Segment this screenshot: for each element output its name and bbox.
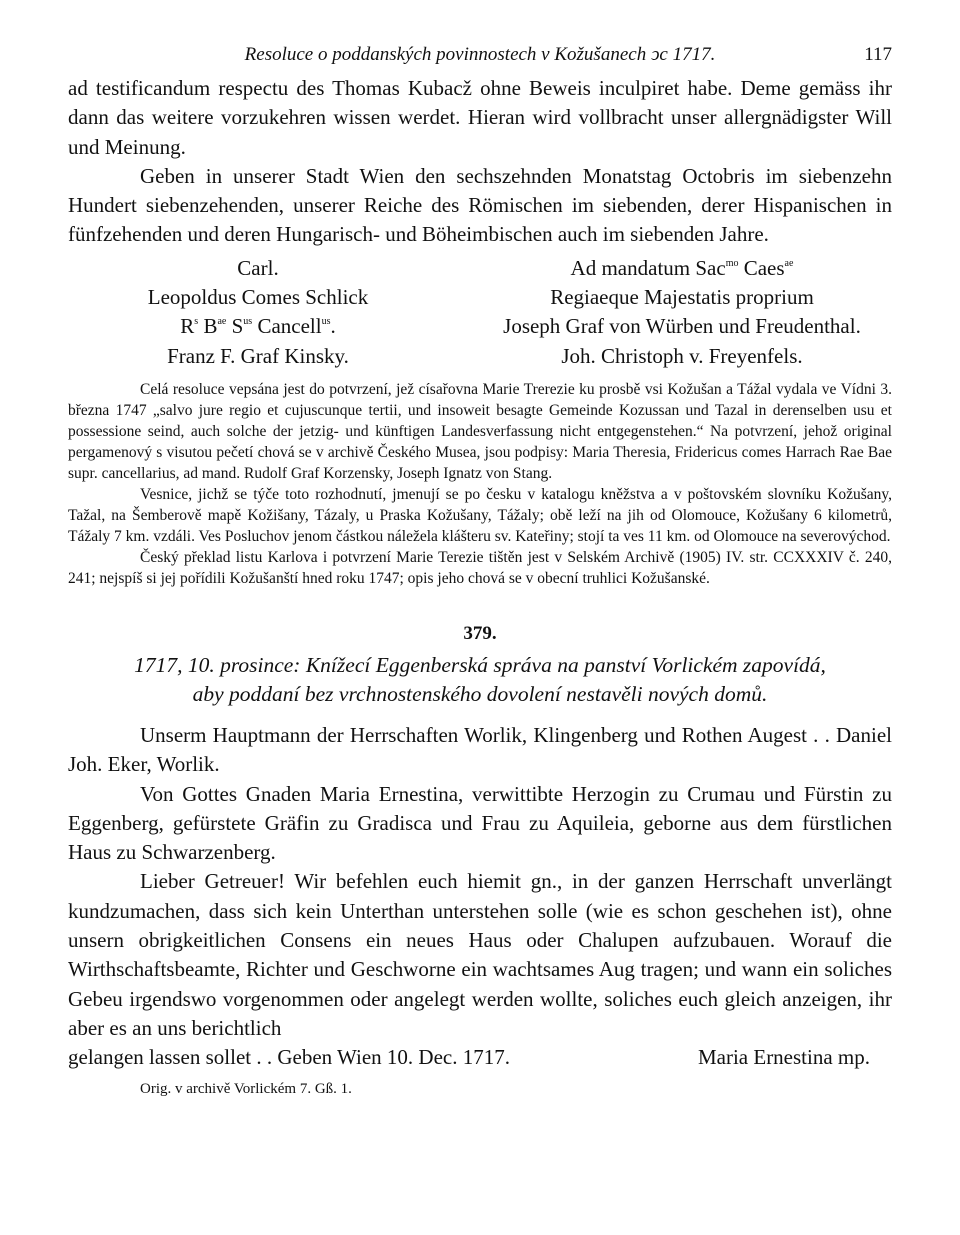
document-page	[68, 44, 892, 1098]
letter-intitulatio: Von Gottes Gnaden Maria Ernestina, verwittibte Herzogin zu Crumau und Fürstin zu Eggenberg, gefürstete Gräfin zu Gradisca und Frau zu Aquileia, geborne aus dem fürstlichen Haus zu Schwarzenberg.	[68, 781, 892, 865]
signature-schlick: Leopoldus Comes Schlick	[147, 285, 369, 310]
signatures-right	[472, 254, 892, 371]
running-head-title: Resoluce o poddanských povinnostech v Kožušanech ͻc 1717.	[244, 44, 716, 65]
source-note: Orig. v archivě Vorlickém 7. Gß. 1.	[140, 1080, 352, 1097]
letter-address: Unserm Hauptmann der Herrschaften Worlik, Klingenberg und Rothen Augest . . Daniel Joh. Eker, Worlik.	[68, 722, 892, 777]
signature-freyenfels: Joh. Christoph v. Freyenfels.	[561, 343, 803, 368]
signature-wurben: Joseph Graf von Würben und Freudenthal.	[503, 314, 861, 339]
paragraph-dating: Geben in unserer Stadt Wien den sechszehnden Monatstag Octobris im siebenzehn Hundert siebenzehenden, unserer Reiche des Römischen im siebenden, derer Hispanischen in fünfzehenden und deren Hungarisch- und Böheimbischen auch im siebenden Jahre.	[68, 163, 892, 247]
editorial-notes	[68, 379, 892, 589]
document-number: 379.	[463, 622, 497, 644]
signatures-left	[98, 254, 418, 371]
document-heading	[68, 651, 892, 709]
note-villages: Vesnice, jichž se týče toto rozhodnutí, jmenují se po česku v katalogu kněžstva a v poštovském slovníku Kožušany, Tažal, na Šemberově mapě Kožišany, Tázaly, u Praska Kožušany, Tážaly; obě leží na jih od Olomouce, Kožušany 6 kilometrů, Tážaly 7 km. vzdáli. Ves Posluchov jenom částkou náležela klášteru sv. Kateřiny; stojí ta ves 11 km. od Olomouce na severovýchod.	[68, 485, 892, 545]
letter-signature: Maria Ernestina mp.	[697, 1045, 870, 1070]
heading-line-1: 1717, 10. prosince: Knížecí Eggenberská správa na panství Vorlickém zapovídá,	[134, 652, 826, 677]
letter-body: Lieber Getreuer! Wir befehlen euch hiemit gn., in der ganzen Herrschaft unverlängt kundzumachen, dass sich kein Unterthan unterstehen solle (wie es schon geschehen ist), ohne unsern obrigkeitlichen Consens ein neues Haus oder Chalupen aufzubauen. Worauf die Wirthschaftsbeamte, Richter und Geschworne ein wachtsames Aug tragen; und wann ein soliches Gebeu irgendswo vorgenommen oder angelegt werden wollte, soliches euch gleich anzeigen, ihr aber es an uns berichtlich	[68, 869, 892, 1040]
note-confirmation: Celá resoluce vepsána jest do potvrzení, jež císařovna Marie Trerezie ku prosbě vsi Kožušan a Tážal vydala ve Vídni 3. března 1747 „salvo jure regio et cujuscunque tertii, und insoweit besagte Gemeinde Kozussan und Tazal in derenselben usu et possessione seind, auch solche der jetzig- und künftigen Landesverfassung nicht entgegenstehen.“ Na potvrzení, jehož original pergamenový s visutou pečetí chová se v archivě Českého Musea, jsou podpisy: Maria Theresia, Fridericus comes Harrach Rae Bae supr. cancellarius, ad mand. Rudolf Graf Korzensky, Joseph Ignatz von Stang.	[68, 380, 892, 482]
signature-kinsky: Franz F. Graf Kinsky.	[167, 343, 349, 368]
signature-majestatis: Regiaeque Majestatis proprium	[550, 285, 814, 310]
letter-closing-line	[68, 1043, 892, 1072]
letter-text	[68, 721, 892, 1073]
signature-title: $R^s$ $B^{ae}$ $S^{us}$ Cancell$^{us}$.	[180, 314, 336, 339]
signature-mandatum: Ad mandatum Sac$^{mo}$ Caes$^{ae}$	[570, 255, 794, 280]
page-number: 117	[864, 44, 892, 65]
running-head	[68, 44, 892, 74]
heading-line-2: aby poddaní bez vrchnostenského dovolení nestavěli nových domů.	[192, 681, 768, 706]
letter-closing: gelangen lassen sollet . . Geben Wien 10. Dec. 1717.	[68, 1045, 510, 1070]
note-translation: Český překlad listu Karlova i potvrzení Marie Terezie tištěn jest v Selském Archivě (1905) IV. str. CCXXXIV č. 240, 241; nejspíš si jej pořídili Kožušanští hned roku 1747; opis jeho chová se v obecní truhlici Kožušanské.	[68, 548, 892, 587]
signature-block	[68, 254, 892, 371]
signature-carl: Carl.	[237, 255, 279, 280]
paragraph-continuation: ad testificandum respectu des Thomas Kubacž ohne Beweis inculpiret habe. Deme gemäss ihr dann das weitere vorzukehren wissen werdet. Hieran wird vollbracht unser allergnädigster Will und Meinung.	[68, 76, 892, 159]
